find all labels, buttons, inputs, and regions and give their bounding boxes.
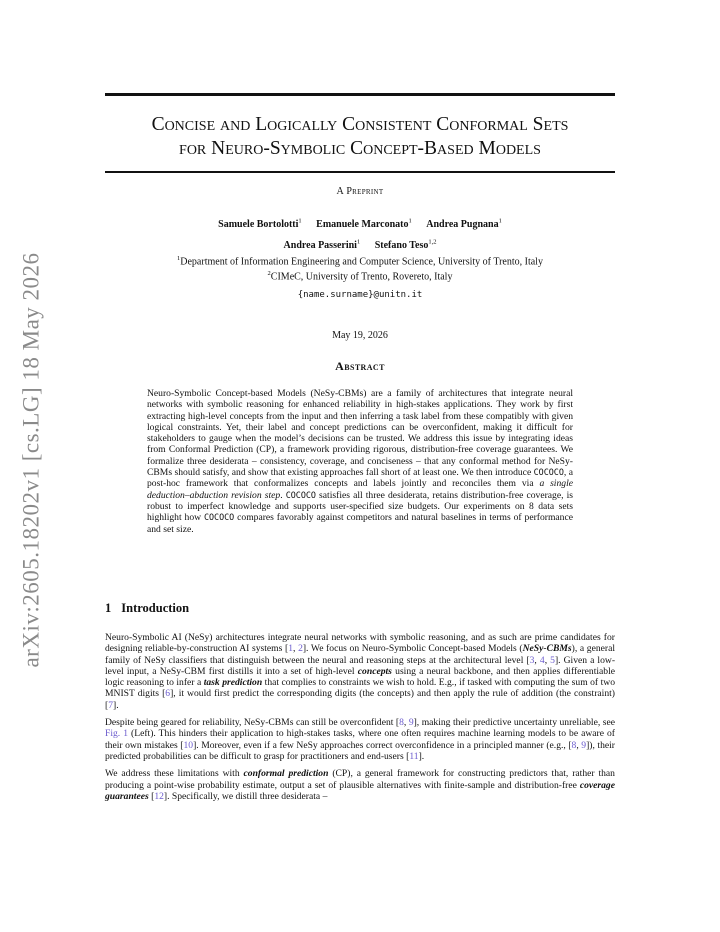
citation-link[interactable]: 9 [408,717,414,729]
author: Andrea Pugnana$^1$ [426,218,502,231]
publication-date: May 19, 2026 [332,330,388,341]
method-name: COCOCO [285,489,316,500]
citation-link[interactable]: 9 [581,739,587,751]
title-line-1: Concise and Logically Consistent Conformal Sets [151,114,569,135]
citation-link[interactable]: 3 [529,654,535,666]
author: Stefano Teso$^{1,2}$ [374,238,437,251]
author-email: {name.surname}@unitn.it [297,289,423,300]
preprint-label: A Preprint [336,186,384,197]
paragraph: Neuro-Symbolic AI (NeSy) architectures integrate neural networks with symbolic reasoning, and as such are prime candidates for designing reliable-by-construction AI systems [1, 2]. We focus on Neuro-Symbolic Concept-based Models (NeSy-CBMs), a general family of NeSy classifiers that distinguish between the neural and reasoning steps at the architectural level [3, 4, 5]. Given a low-level input, a NeSy-CBM first distills it into a set of high-level concepts using a neural backbone, and then applies differentiable logic reasoning to infer a task prediction that complies to constraints we wish to hold. E.g., if tasked with computing the sum of two MNIST digits [6], it would first predict the corresponding digits (the concepts) and then apply the rule of addition (the constraint) [7]. [105,632,616,711]
section-heading-introduction: 1 Introduction [105,601,190,615]
paper-title [105,113,615,161]
author-list [105,213,615,254]
title-top-rule [105,93,615,96]
citation-link[interactable]: 12 [154,790,164,802]
author: Emanuele Marconato$^1$ [316,218,412,231]
citation-link[interactable]: 5 [550,654,555,666]
method-name: COCOCO [533,467,564,478]
citation-link[interactable]: 11 [409,750,419,762]
method-name: COCOCO [203,512,235,523]
author-row-2 [105,233,615,253]
affiliation-1: $^1$Department of Information Engineering and Computer Science, University of Trento, Italy [177,255,543,268]
introduction-body [105,632,615,808]
figure-link[interactable]: Fig. 1 [105,728,129,740]
citation-link[interactable]: 8 [399,717,404,729]
citation-link[interactable]: 2 [298,643,303,655]
paragraph: Despite being geared for reliability, NeSy-CBMs can still be overconfident [8, 9], making their predictive uncertainty unreliable, see Fig. 1 (Left). This hinders their application to high-stakes tasks, where one often requires machine learning models to be aware of their own mistakes [10]. Moreover, even if a few NeSy approaches correct overconfidence in a principled manner (e.g., [8, 9]), their predicted probabilities can be difficult to grasp for practitioners and end-users [11]. [105,717,615,762]
citation-link[interactable]: 6 [165,688,171,700]
citation-link[interactable]: 7 [108,699,113,711]
author: Andrea Passerini$^1$ [283,238,361,251]
author: Samuele Bortolotti$^1$ [218,218,302,231]
citation-link[interactable]: 1 [288,643,294,655]
author-row-1 [105,213,615,233]
paragraph: We address these limitations with conformal prediction (CP), a general framework for constructing predictors that, rather than producing a point-wise probability estimate, output a set of plausible alternatives with finite-sample and distribution-free coverage guarantees [12]. Specifically, we distill three desiderata – [105,768,615,802]
citation-link[interactable]: 4 [539,654,545,666]
abstract-heading: Abstract [335,359,385,373]
citation-link[interactable]: 10 [183,739,194,751]
arxiv-identifier: arXiv:2605.18202v1 [cs.LG] 18 May 2026 [19,252,44,668]
affiliation-2: $^2$CIMeC, University of Trento, Rovereto, Italy [267,270,453,283]
title-line-2: for Neuro-Symbolic Concept-Based Models [179,138,541,159]
abstract-text: Neuro-Symbolic Concept-based Models (NeSy-CBMs) are a family of architectures that integrate neural networks with symbolic reasoning for enhanced reliability in high-stakes applications. They work by first extracting high-level concepts from the input and then inferring a task label from these compatibly with given logical constraints. Yet, their label and concept predictions can be overconfident, making it difficult for stakeholders to gauge when the model’s decisions can be trusted. We address this issue by integrating ideas from Conformal Prediction (CP), a framework providing rigorous, distribution-free coverage guarantees. We formalize three desiderata – consistency, coverage, and conciseness – that any conformal method for NeSy-CBMs should satisfy, and show that existing approaches fall short of at least one. We then introduce COCOCO, a post-hoc framework that conformalizes concepts and labels jointly and reconciles them via a single deduction–abduction revision step. COCOCO satisfies all three desiderata, retains distribution-free coverage, is robust to imperfect knowledge and supports user-specified size budgets. Our experiments on 8 data sets highlight how COCOCO compares favorably against competitors and natural baselines in terms of performance and set size. [147,388,573,535]
arxiv-sidebar [6,252,58,668]
title-bottom-rule [105,171,615,173]
affiliations [105,253,615,301]
citation-link[interactable]: 8 [571,739,577,751]
